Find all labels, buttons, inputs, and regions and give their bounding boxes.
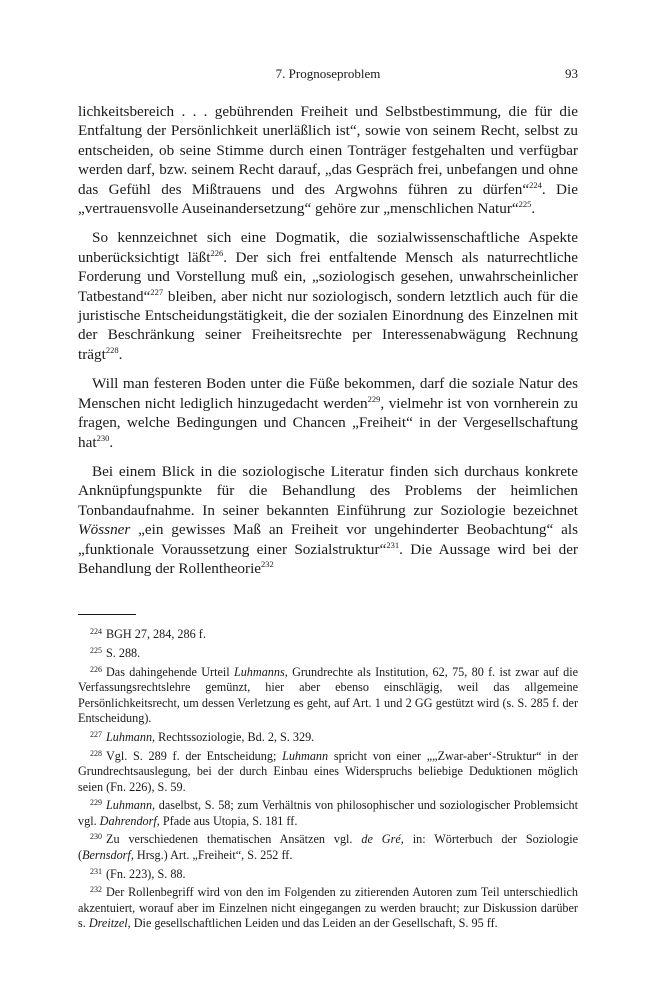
footnotes: [78, 627, 578, 932]
author-name: Dahrendorf,: [99, 813, 160, 828]
footnote-225: [78, 646, 578, 662]
footnote-ref: 230: [96, 432, 110, 443]
footnote-ref: 224: [529, 179, 542, 190]
text-run: „ein gewisses Maß an Freiheit vor ungehinderter Beobachtung“ als „funktionale Voraussetzung einer Sozialstruktur“: [78, 521, 578, 558]
footnote-229: [78, 798, 578, 829]
footnote-text: spricht von einer „„Zwar-aber‘-Struktur“ in der Grundrechtsauslegung, bei der durch Einbau eines Widerspruchs beliebige Deduktionen möglich seien (Fn. 226), S. 59.: [78, 748, 578, 794]
footnote-number: 229: [90, 798, 102, 808]
footnote-226: [78, 665, 578, 727]
text-run: . Die „vertrauensvolle Auseinandersetzung“ gehöre zur „menschlichen Natur“: [78, 180, 578, 218]
footnote-number: 230: [90, 832, 102, 842]
footnote-ref: 227: [150, 286, 164, 297]
author-name: de Gré,: [361, 832, 404, 847]
footnote-number: 231: [90, 866, 102, 876]
running-title: 7. Prognoseproblem: [275, 66, 381, 81]
text-run: . Die Aussage wird bei der Behandlung der Rollentheorie: [78, 540, 578, 577]
footnote-text: Vgl. S. 289 f. der Entscheidung;: [106, 748, 283, 763]
text-run: Will man festeren Boden unter die Füße bekommen, darf die soziale Natur des Menschen nicht lediglich hinzugedacht werden: [78, 375, 578, 412]
footnote-224: [78, 627, 578, 643]
footnote-text: Der Rollenbegriff wird von den im Folgenden zu zitierenden Autoren zum Teil unterschiedlich akzentuiert, worauf aber im Einzelnen nicht eingegangen zu werden braucht; zur Diskussion darüber s.: [78, 885, 578, 931]
text-run: bleiben, aber nicht nur soziologisch, sondern letztlich auch für die juristische Entscheidungstätigkeit, die der sozialen Einordnung des Einzelnen mit der Beschränkung seiner Freiheitsrechte per Interessenabwägung Rechnung trägt: [78, 287, 578, 363]
footnote-text: daselbst, S. 58; zum Verhältnis von philosophischer und soziologischer Problemsicht vgl.: [78, 798, 578, 828]
page-number: 93: [565, 66, 578, 81]
paragraph-4: [78, 462, 578, 578]
author-name: Luhmann,: [106, 798, 156, 813]
author-name: Dreitzel,: [88, 916, 131, 931]
text-run: Bei einem Blick in die soziologische Literatur finden sich durchaus konkrete Anknüpfungspunkte für die Behandlung des Problems der heimlichen Tonbandaufnahme. In seiner bekannten Einführung zur Soziologie bezeichnet: [78, 462, 578, 519]
author-name: Luhmann: [282, 748, 329, 763]
footnote-number: 226: [90, 664, 102, 674]
footnote-number: 227: [90, 729, 102, 739]
main-text: [78, 102, 578, 578]
text-run: lichkeitsbereich . . . gebührenden Freiheit und Selbstbestimmung, die für die Entfaltung der Persönlichkeit unerläßlich ist“, sowie von seinem Recht, selbst zu entscheiden, ob seine Stimme durch einen Tonträger festgehalten und verfügbar werden darf, bzw. seinem Recht darauf, „das Gespräch frei, unbefangen und ohne das Gefühl des Mißtrauens und des Argwohns führen zu dürfen“: [78, 103, 578, 198]
text-run: So kennzeichnet sich eine Dogmatik, die sozialwissenschaftliche Aspekte unberücksichtigt läßt: [78, 229, 578, 266]
footnote-text: Das dahingehende Urteil: [106, 664, 234, 679]
footnote-228: [78, 749, 578, 796]
footnote-text: (Fn. 223), S. 88.: [106, 866, 186, 881]
footnote-ref: 232: [261, 558, 274, 569]
author-name: Bernsdorf,: [82, 848, 134, 863]
footnote-number: 225: [90, 645, 102, 655]
text-run: .: [531, 200, 536, 218]
author-name: Wössner: [78, 521, 131, 539]
footnote-number: 232: [90, 885, 102, 895]
book-page: [78, 66, 578, 935]
paragraph-3: [78, 374, 578, 452]
footnote-text: Rechtssoziologie, Bd. 2, S. 329.: [155, 729, 315, 744]
footnote-227: [78, 730, 578, 746]
text-run: . Der sich frei entfaltende Mensch als naturrechtliche Forderung und Vorstellung muß ein, „soziologisch gesehen, unwahrscheinlicher Tatbestand“: [78, 248, 579, 305]
footnote-text: S. 288.: [106, 645, 141, 660]
footnote-ref: 226: [210, 247, 224, 258]
footnote-text: Pfade aus Utopia, S. 181 ff.: [159, 813, 298, 828]
footnote-ref: 228: [105, 344, 119, 355]
footnote-ref: 225: [518, 199, 532, 210]
footnote-text: Grundrechte als Institution, 62, 75, 80 f. ist zwar auf die Verfassungsrechtslehre gemünzt, hier aber ebenso einschlägig, weil das allgemeine Persönlichkeitsrecht, um dessen Verletzung es geht, auf Art. 1 und 2 GG gestützt wird (s. S. 285 f. der Entscheidung).: [78, 664, 578, 726]
text-run: , vielmehr ist von vornherein zu fragen, welche Bedingungen und Chancen „Freiheit“ in der Vergesellschaftung hat: [78, 394, 579, 451]
footnote-text: Die gesellschaftlichen Leiden und das Leiden an der Gesellschaft, S. 95 ff.: [130, 916, 498, 931]
running-head: [78, 66, 578, 86]
paragraph-1: [78, 102, 578, 218]
footnote-232: [78, 885, 578, 932]
footnote-231: [78, 867, 578, 883]
paragraph-2: [78, 228, 578, 364]
author-name: Luhmann,: [106, 729, 156, 744]
footnote-text: Zu verschiedenen thematischen Ansätzen vgl.: [106, 832, 362, 847]
text-run: .: [118, 345, 123, 363]
footnote-230: [78, 832, 578, 863]
footnote-number: 228: [90, 748, 102, 758]
footnote-number: 224: [90, 627, 102, 637]
footnote-text: BGH 27, 284, 286 f.: [106, 627, 206, 642]
text-run: .: [109, 433, 114, 451]
footnote-ref: 229: [367, 393, 381, 404]
footnote-text: Hrsg.) Art. „Freiheit“, S. 252 ff.: [133, 848, 293, 863]
author-name: Luhmanns,: [233, 664, 288, 679]
footnote-text: in: Wörterbuch der Soziologie (: [78, 832, 578, 863]
footnote-ref: 231: [386, 539, 400, 550]
footnote-divider: [78, 614, 136, 615]
